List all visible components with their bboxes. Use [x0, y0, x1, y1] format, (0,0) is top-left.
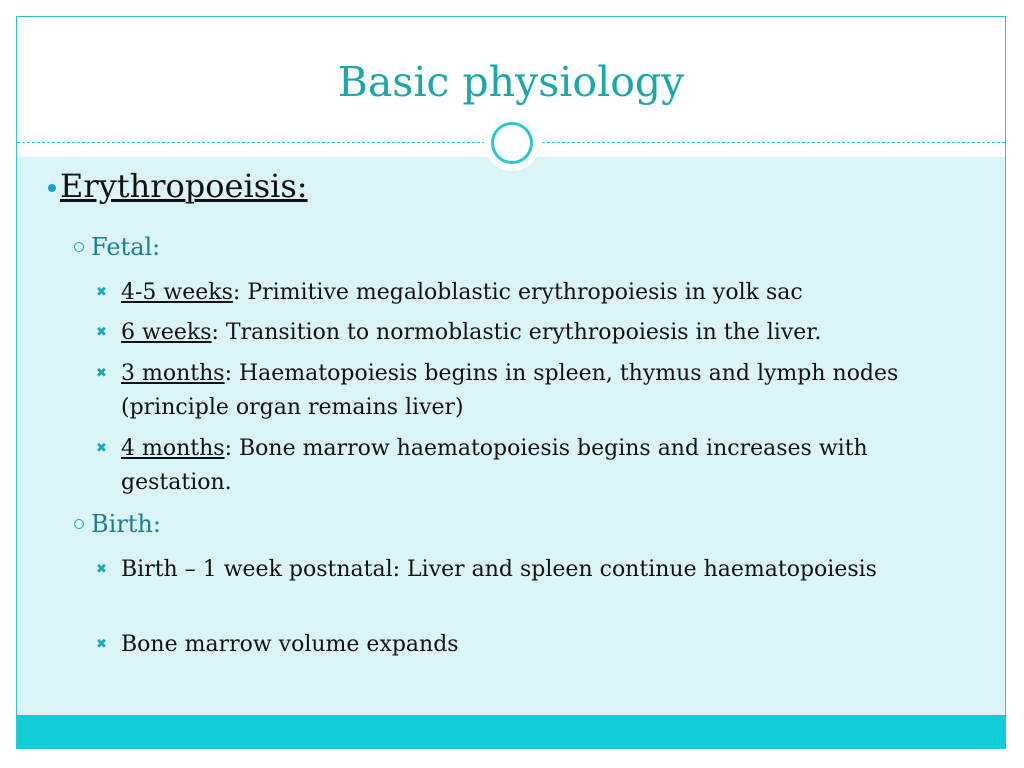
star-bullet-icon: ✖: [96, 637, 107, 652]
section-label: Fetal:: [91, 233, 161, 261]
item-text: : Transition to normoblastic erythropoiesis in the liver.: [211, 320, 822, 345]
footer-band: [17, 715, 1005, 748]
filled-circle-bullet-icon: [48, 184, 56, 192]
circle-ring: [491, 122, 533, 164]
item-text: Birth – 1 week postnatal: Liver and spleen continue haematopoiesis: [121, 557, 877, 582]
heading-bullet: [60, 167, 308, 205]
section-fetal: [91, 233, 160, 261]
divider-circle-icon: [484, 115, 540, 171]
list-item: [96, 432, 961, 500]
heading-text: Erythropoeisis:: [60, 167, 308, 205]
star-bullet-icon: ✖: [96, 441, 107, 456]
item-text: : Primitive megaloblastic erythropoiesis in yolk sac: [232, 280, 803, 305]
slide-title: Basic physiology: [337, 58, 685, 106]
list-item: [96, 316, 961, 350]
list-item: [96, 276, 961, 310]
section-birth: [91, 510, 161, 538]
star-bullet-icon: ✖: [96, 325, 107, 340]
hollow-circle-bullet-icon: [74, 242, 84, 252]
item-term: 6 weeks: [121, 320, 212, 345]
section-label: Birth:: [91, 510, 161, 538]
list-item: [96, 553, 961, 587]
star-bullet-icon: ✖: [96, 285, 107, 300]
list-item: [96, 357, 961, 425]
item-term: 4-5 weeks: [121, 280, 233, 305]
star-bullet-icon: ✖: [96, 562, 107, 577]
star-bullet-icon: ✖: [96, 366, 107, 381]
item-text: : Haematopoiesis begins in spleen, thymus and lymph nodes (principle organ remains liver): [121, 361, 899, 420]
list-item: [96, 628, 961, 662]
item-term: 4 months: [121, 436, 225, 461]
item-term: 3 months: [121, 361, 225, 386]
item-text: Bone marrow volume expands: [121, 632, 459, 657]
hollow-circle-bullet-icon: [74, 519, 84, 529]
item-text: : Bone marrow haematopoiesis begins and increases with gestation.: [121, 436, 868, 495]
